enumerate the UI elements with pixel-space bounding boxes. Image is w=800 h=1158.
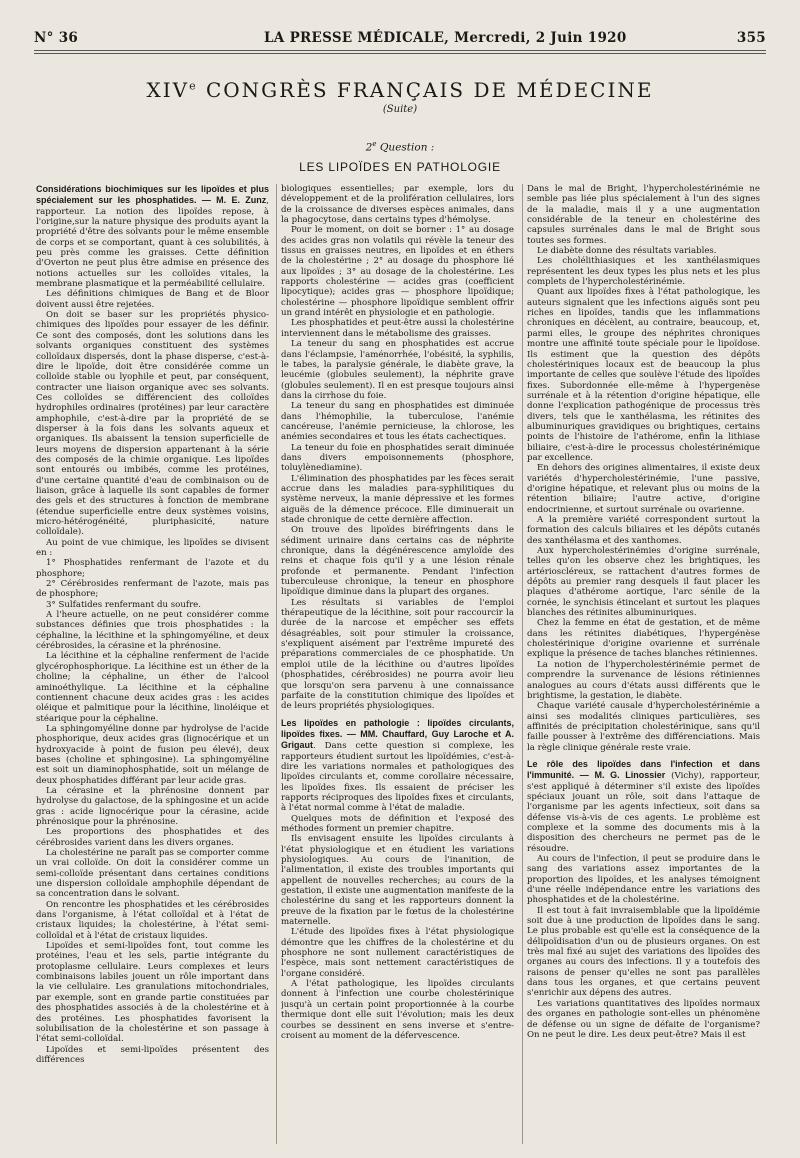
paragraph: La cérasine et la phrénosine donnent par hydrolyse du galactose, de la sphingosine et un acide gras : acide lignocérique pour la cérasine, acide phrénosique pour la phrénosine. <box>36 785 269 827</box>
paragraph: Le diabète donne des résultats variables. <box>537 246 717 257</box>
paragraph: 2° Cérébrosides renfermant de l'azote, mais pas de phosphore; <box>36 579 269 600</box>
journal-title-date: LA PRESSE MÉDICALE, Mercredi, 2 Juin 1920 <box>264 30 627 46</box>
paragraph: Les proportions des phosphatides et des cérébrosides varient dans les divers organes. <box>36 827 269 848</box>
issue-number: N° 36 <box>34 30 79 46</box>
paragraph: A l'état pathologique, les lipoïdes circulants donnent à l'infection une courbe cholestérinique jusqu'à un certain point proportionnée à la courbe thermique dont elle suit l'évolution; mais les deux courbes se dessinent en sens inverse et s'entre-croisent au moment de la défervescence. <box>281 979 514 1041</box>
paragraph: Ils envisagent ensuite les lipoïdes circulants à l'état physiologique et en étudient les variations physiologiques. Au cours de l'inanition, de l'alimentation, il existe des troubles importants qui appellent de nouvelles recherches; au cours de la gestation, il existe une augmentation manifeste de la cholestérine du sang et les rapporteurs donnent la preuve de la fixation par le fœtus de la cholestérine maternelle. <box>281 834 514 928</box>
running-header <box>34 30 766 50</box>
paragraph: Les phosphatides et peut-être aussi la cholestérine interviennent dans le métabolisme des graisses. <box>281 318 514 339</box>
paragraph: Pour le moment, on doit se borner : 1° au dosage des acides gras non volatils qui révèle la teneur des tissus en graisses neutres, en lipoïdes et en éthers de la cholestérine ; 2° au dosage du phosphore lié aux lipoïdes ; 3° au dosage de la cholestérine. Les rapports cholestérine — acides gras (coefficient lipocytique); acides gras — phosphore lipoïdique; cholestérine — phosphore lipoïdique semblent offrir un grand intérêt en physiologie et en pathologie. <box>281 225 514 319</box>
paragraph: On rencontre les phosphatides et les cérébrosides dans l'organisme, à l'état colloïdal et à l'état de cristaux liquides; la cholestérine, à l'état semi-colloïdal et à l'état de cristaux liquides. <box>36 899 269 941</box>
paragraph: La lécithine et la céphaline renferment de l'acide glycérophosphorique. La lécithine est un éther de la choline; la céphaline, un éther de l'alcool aminoéthylique. La lécithine et la céphaline contiennent chacune deux acides gras : les acides oléique et palmitique pour la lécithine, linoléique et stéarique pour la céphaline. <box>36 651 269 724</box>
article-title: XIVe CONGRÈS FRANÇAIS DE MÉDECINE <box>146 78 654 102</box>
paragraph: En dehors des origines alimentaires, il existe deux variétés d'hypercholestérinémie, l'une passive, d'origine hépatique, et relevant plus ou moins de la rétention biliaire; l'autre active, d'origine endocrinienne, et surtout surrénale ou ovarienne. <box>527 463 760 515</box>
page-number: 355 <box>736 30 766 46</box>
section-title: LES LIPOÏDES EN PATHOLOGIE <box>299 160 501 174</box>
paragraph: Les cholélithiasiques et les xanthélasmiques représentent les deux types les plus nets et les plus complets de l'hypercholestérinémie. <box>527 256 760 288</box>
header-rule <box>34 50 766 51</box>
paragraph: La teneur du sang en phosphatides est diminuée dans l'hémophilie, la tuberculose, l'anémie cancéreuse, l'anémie pernicieuse, la chlorose, les anémies secondaires et tous les états cachectiques. <box>281 401 514 443</box>
paragraph: La notion de l'hypercholestérinémie permet de comprendre la survenance de lésions rétiniennes analogues au cours d'états aussi différents que le brightisme, la gestation, le diabète. <box>527 659 760 701</box>
paragraph: Aux hypercholestérinémies d'origine surrénale, telles qu'on les observe chez les brightiques, les artérioscléreux, se rattachent d'autres formes de dépôts au premier rang desquels il faut placer les plaques d'athérome aortique, l'arc sénile de la cornée, le synchisis étincelant et surtout les plaques blanches des rétinites albuminuriques. <box>527 546 760 619</box>
paragraph: A la première variété correspondent surtout la formation des calculs biliaires et les dépôts cutanés des xanthélasma et des xanthomes. <box>527 515 760 546</box>
paragraph: 3° Sulfatides renfermant du soufre. <box>46 599 201 610</box>
paragraph: Considérations biochimiques sur les lipoïdes et plus spécialement sur les phosphatides. — M. E. Zunz, rapporteur. La notion des lipoïdes repose, à l'origine,sur la nature physique des produits ayant la propriété d'être des solvants pour le même ensemble de corps et se comportant, quant à ces solubilités, à peu près comme les graisses. Cette définition d'Overton ne peut plus être admise en présence des notions actuelles sur les colloïdes vitales, la membrane plasmatique et la perméabilité cellulaire. <box>36 184 269 290</box>
paragraph: Le rôle des lipoïdes dans l'infection et dans l'immunité. — M. G. Linossier (Vichy), rapporteur, s'est appliqué à déterminer s'il existe des lipoïdes spéciaux jouant un rôle, soit dans l'attaque de l'organisme par les agents infectieux, soit dans sa défense vis-à-vis de ces agents. Le problème est complexe et la somme des documents mis à la disposition des chercheurs ne permet pas de le résoudre. <box>527 758 760 854</box>
header-rule-2 <box>34 53 766 54</box>
paragraph: Au cours de l'infection, il peut se produire dans le sang des variations assez importantes de la proportion des lipoïdes, et les analyses témoignent d'une réelle indépendance entre les variations des phosphatides et de la cholestérine. <box>527 854 760 906</box>
paragraph: Chez la femme en état de gestation, et de même dans les rétinites diabétiques, l'hypergénèse cholestérinique d'origine ovarienne et surrénale explique la présence de taches blanches rétiniennes. <box>527 618 760 660</box>
paragraph: On trouve des lipoïdes biréfringents dans le sédiment urinaire dans certains cas de néphrite chronique, dans la dégénérescence amyloïde des reins et chaque fois qu'il y a une lésion rénale profonde et permanente. Pendant l'infection tuberculeuse chronique, la teneur en phosphore lipoïdique diminue dans la plupart des organes. <box>281 525 514 598</box>
column-3 <box>527 184 760 1144</box>
paragraph: Les résultats si variables de l'emploi thérapeutique de la lécithine, soit pour raccourcir la durée de la narcose et empêcher ses effets désagréables, soit pour stimuler la croissance, s'expliquent aisément par l'extrême impureté des préparations commerciales de ce phosphatide. Un emploi utile de la lécithine ou d'autres lipoïdes (phosphatides, cérébrosides) ne pourra avoir lieu que lorsqu'on sera parvenu à une connaissance parfaite de la constitution chimique des lipoïdes et de leurs propriétés physiologiques. <box>281 597 514 712</box>
paragraph: Quelques mots de définition et l'exposé des méthodes forment un premier chapitre. <box>281 813 514 834</box>
paragraph: La teneur du foie en phosphatides serait diminuée dans divers empoisonnements (phosphore, toluylènediamine). <box>281 442 514 474</box>
paragraph: A l'heure actuelle, on ne peut considérer comme substances définies que trois phosphatides : la céphaline, la lécithine et la sphingomyéline, et deux cérébrosides, la cérasine et la phrénosine. <box>36 610 269 652</box>
paragraph: Lipoïdes et semi-lipoïdes présentent des différences <box>36 1044 269 1065</box>
paragraph: Quant aux lipoïdes fixes à l'état pathologique, les auteurs signalent que les infections aiguës sont peu riches en lipoïdes, tandis que les inflammations chroniques en décèlent, au contraire, beaucoup, et, parmi elles, le groupe des néphrites chroniques montre une affinité toute spéciale pour le lipoïdose. Ils estiment que la question des dépôts cholestériniques locaux est de beaucoup la plus importante de celles que soulève l'étude des lipoïdes fixes. Subordonnée elle-même à l'hypergenèse surrénale et à la rétention d'origine hépatique, elle donne l'explication pathogénique de processus très divers, tels que le xanthélasma, les rétinites des albuminuriques gravidiques ou brightiques, certains points de l'histoire de l'athérome, enfin la lithiase biliaire, c'est-à-dire le processus cholestérinémique par excellence. <box>527 287 760 463</box>
paragraph: Les définitions chimiques de Bang et de Bloor doivent aussi être rejetées. <box>36 289 269 310</box>
paragraph: Lipoïdes et semi-lipoïdes font, tout comme les protéines, l'eau et les sels, partie intégrante du protoplasme cellulaire. Leurs complexes et leurs combinaisons labiles jouent un rôle important dans la vie cellulaire. Les granulations mitochondriales, par exemple, sont en grande partie constituées par des phosphatides associés à de la cholestérine et à des protéines. Les phosphatides favorisent la solubilisation de la cholestérine et son passage à l'état semi-colloïdal. <box>36 941 269 1045</box>
column-divider <box>522 184 523 1144</box>
paragraph: biologiques essentielles; par exemple, lors du développement et de la prolifération cellulaires, lors de la croissance de diverses espèces animales, dans la phagocytose, dans certains types d'hémolyse. <box>281 184 514 226</box>
paragraph: Au point de vue chimique, les lipoïdes se divisent en : <box>36 537 269 559</box>
paragraph: Dans le mal de Bright, l'hypercholestérinémie ne semble pas liée plus spécialement à l'un des signes de la maladie, mais il y a une augmentation considérable de la teneur en cholestérine des capsules surrénales dans le mal de Bright sous toutes ses formes. <box>527 184 760 246</box>
column-1 <box>36 184 269 1144</box>
paragraph: La cholestérine ne paraît pas se comporter comme un vrai colloïde. On doit la considérer comme un semi-colloïde présentant dans certaines conditions une dispersion colloïdale amphophile dépendant de sa concentration dans le solvant. <box>36 848 269 900</box>
paragraph: La teneur du sang en phosphatides est accrue dans l'éclampsie, l'aménorrhée, l'obésité, la syphilis, le tabes, la paralysie générale, le diabète grave, la leucémie (globules seulement), la néphrite grave (globules seulement). Il en est presque toujours ainsi dans la cirrhose du foie. <box>281 339 514 401</box>
question-label: 2e Question : <box>365 140 435 154</box>
article-subtitle: (Suite) <box>382 104 418 115</box>
paragraph: 1° Phosphatides renfermant de l'azote et du phosphore; <box>36 558 269 579</box>
paragraph: Chaque variété causale d'hypercholestérinémie a ainsi ses modalités cliniques particulières, ses affinités de précipitation cholestérinique, sans qu'il faille pousser à l'extrême des différenciations. Mais la règle clinique générale reste vraie. <box>527 701 760 753</box>
paragraph: L'étude des lipoïdes fixes à l'état physiologique démontre que les chiffres de la cholestérine et du phosphore ne sont nullement caractéristiques de l'espèce, mais sont nettement caractéristiques de l'organe considéré. <box>281 927 514 979</box>
paragraph: La sphingomyéline donne par hydrolyse de l'acide phosphorique, deux acides gras (lignocérique et un hydroxyacide à point de fusion peu élevé), deux bases (choline et sphingosine). La sphingomyéline est soit un diaminophosphatide, soit un mélange de deux phosphatides différant par leur acide gras. <box>36 723 269 786</box>
column-2 <box>281 184 514 1144</box>
paragraph: Il est tout à fait invraisemblable que la lipoïdémie soit due à une production de lipoïdes dans le sang. Le plus probable est qu'elle est la conséquence de la délipoïdisation d'un ou de plusieurs organes. On est très mal fixé au sujet des variations des lipoïdes des organes au cours des infections. Il y a toutefois des raisons de penser qu'elles ne sont pas parallèles dans tous les organes, et que certains peuvent s'enrichir aux dépens des autres. <box>527 905 760 999</box>
paragraph: L'élimination des phosphatides par les fèces serait accrue dans les maladies para-syphilitiques du système nerveux, la manie dépressive et les formes aiguës de la démence précoce. Elle diminuerait un stade chronique de cette dernière affection. <box>281 473 514 525</box>
paragraph: Les variations quantitatives des lipoïdes normaux des organes en pathologie sont-elles un phénomène de défense ou un signe de défaite de l'organisme? On ne peut le dire. Les deux peut-être? Mais il est <box>527 998 760 1040</box>
paragraph: Les lipoïdes en pathologie : lipoïdes circulants, lipoïdes fixes. — MM. Chauffard, Guy Laroche et A. Grigaut. Dans cette question si complexe, les rapporteurs étudient surtout les lipoïdémies, c'est-à-dire les variations normales et pathologiques des lipoïdes circulants et, comme corollaire nécessaire, les lipoïdes fixes. Ils essaient de préciser les rapports réciproques des lipoïdes fixes et circulants, à l'état normal comme à l'état de maladie. <box>281 717 514 814</box>
column-divider <box>276 184 277 1144</box>
paragraph: On doit se baser sur les propriétés physico-chimiques des lipoïdes pour essayer de les définir. Ce sont des composés, dont les solutions dans les solvants organiques constituent des systèmes colloïdaux dispersés, dont la phase disperse, c'est-à-dire le lipoïde, doit être considérée comme un colloïde stable ou lyophile et peut, par conséquent, contracter une liaison organique avec ses solvants. Ces colloïdes se différencient des colloïdes hydrophiles ordinaires (protéines) par leur caractère amphophile, c'est-à-dire par la propriété de se disperser à la fois dans les solvants aqueux et organiques. Ils abaissent la tension superficielle de leurs moyens de dispersion appartenant à la série des composés de la chimie organique. Les lipoïdes sont entourés ou imbibés, comme les protéines, d'une certaine quantité d'eau de combinaison ou de liaison, grâce à laquelle ils sont capables de former des gels et des structures à fonction de membrane (étendue superficielle entre deux systèmes voisins, micro-hétérogénéité, pluriphasicité, nature colloïdale). <box>36 310 269 538</box>
